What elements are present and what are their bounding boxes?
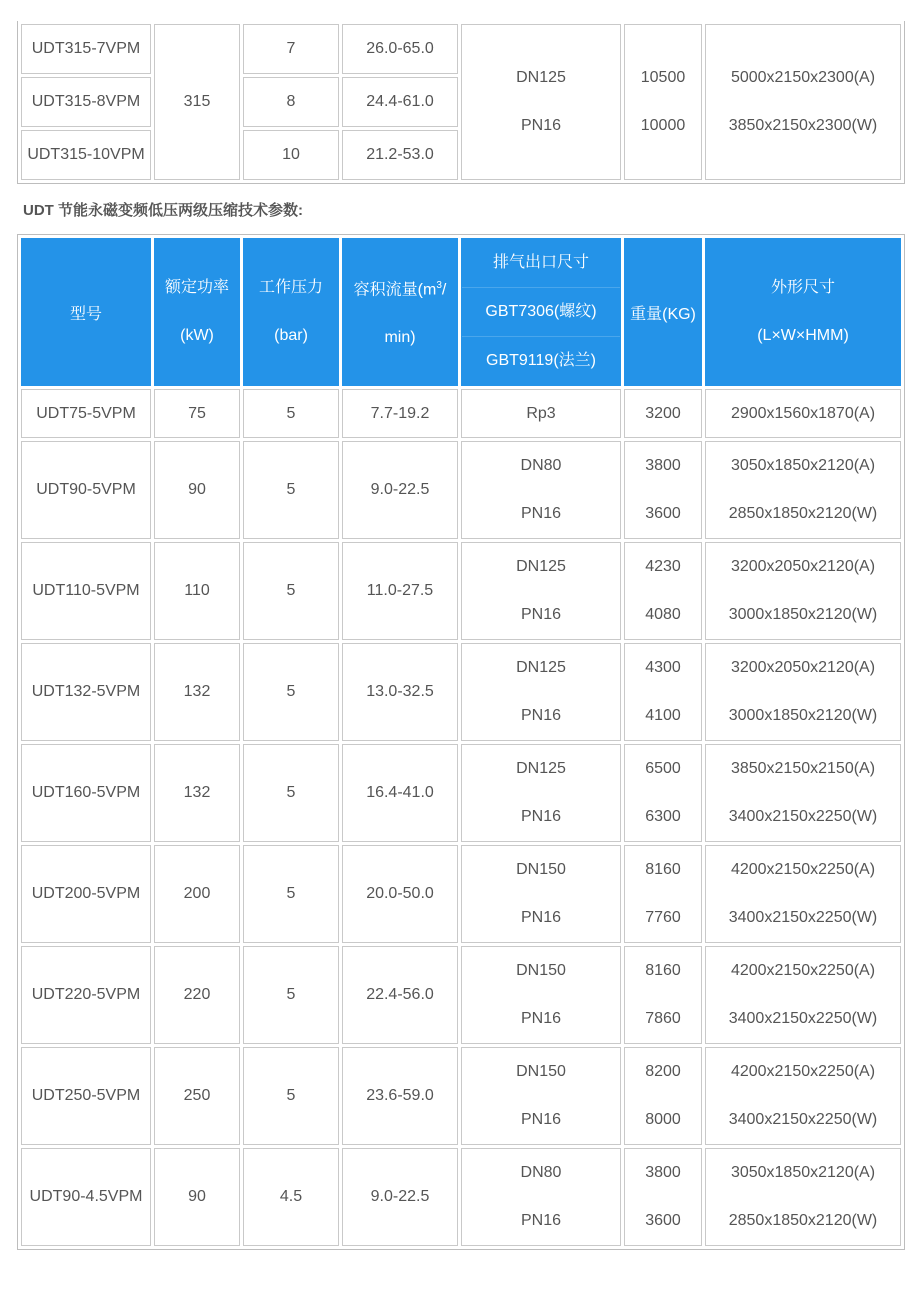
outlet-line: PN16 — [520, 808, 562, 825]
outlet-line: PN16 — [520, 1212, 562, 1229]
weight-line: 6500 — [645, 760, 681, 777]
table-row — [21, 24, 901, 74]
weight-line: 8000 — [645, 1111, 681, 1128]
header-outlet — [461, 238, 621, 386]
pressure-cell: 10 — [243, 130, 339, 180]
outlet-cell — [461, 643, 621, 741]
dimensions-cell — [705, 1047, 901, 1145]
flow-cell: 13.0-32.5 — [342, 643, 458, 741]
dimensions-line: 3400x2150x2250(W) — [728, 1111, 878, 1128]
weight-cell — [624, 946, 702, 1044]
table-row — [21, 441, 901, 539]
weight-line: 7760 — [645, 909, 681, 926]
header-row — [21, 238, 901, 386]
weight-line: 6300 — [645, 808, 681, 825]
power-cell: 220 — [154, 946, 240, 1044]
model-cell: UDT250-5VPM — [21, 1047, 151, 1145]
power-cell: 132 — [154, 744, 240, 842]
header-line: 工作压力 — [258, 279, 323, 296]
outlet-cell — [461, 1148, 621, 1246]
pressure-cell: 5 — [243, 542, 339, 640]
weight-line: 8160 — [645, 962, 681, 979]
outlet-cell — [461, 1047, 621, 1145]
flow-cell: 20.0-50.0 — [342, 845, 458, 943]
outlet-cell — [461, 946, 621, 1044]
model-cell: UDT75-5VPM — [21, 389, 151, 438]
dimensions-line: 4200x2150x2250(A) — [730, 962, 876, 979]
dimensions-line: 3200x2050x2120(A) — [730, 558, 876, 575]
header-line — [343, 262, 457, 314]
flow-cell: 26.0-65.0 — [342, 24, 458, 74]
weight-cell — [624, 643, 702, 741]
dimensions-line: 3200x2050x2120(A) — [730, 659, 876, 676]
weight-line: 3800 — [645, 1164, 681, 1181]
power-cell: 200 — [154, 845, 240, 943]
outlet-line: DN80 — [520, 457, 562, 474]
weight-cell — [624, 24, 702, 180]
weight-line: 3600 — [645, 1212, 681, 1229]
flow-cell: 9.0-22.5 — [342, 441, 458, 539]
dimensions-line: 3000x1850x2120(W) — [728, 707, 878, 724]
dimensions-line: 5000x2150x2300(A) — [730, 69, 876, 86]
weight-cell — [624, 542, 702, 640]
header-line: GBT9119(法兰) — [486, 352, 596, 369]
table-row — [21, 946, 901, 1044]
outlet-line: PN16 — [520, 909, 562, 926]
dimensions-cell — [705, 542, 901, 640]
header-model: 型号 — [21, 238, 151, 386]
header-line: 外形尺寸 — [770, 279, 835, 296]
header-line: GBT7306(螺纹) — [462, 288, 620, 337]
outlet-line: Rp3 — [526, 404, 556, 422]
power-cell: 250 — [154, 1047, 240, 1145]
weight-cell — [624, 744, 702, 842]
pressure-cell: 5 — [243, 643, 339, 741]
flow-cell: 11.0-27.5 — [342, 542, 458, 640]
header-flow-slash: / — [441, 281, 447, 299]
dimensions-line: 4200x2150x2250(A) — [730, 1063, 876, 1080]
flow-cell: 24.4-61.0 — [342, 77, 458, 127]
outlet-line: DN150 — [516, 1063, 566, 1080]
table-row — [21, 542, 901, 640]
weight-cell — [624, 1148, 702, 1246]
header-dimensions — [705, 238, 901, 386]
outlet-cell — [461, 441, 621, 539]
outlet-line: PN16 — [520, 505, 562, 522]
header-line: (bar) — [274, 327, 308, 344]
dimensions-cell — [705, 946, 901, 1044]
dimensions-cell — [705, 389, 901, 438]
pressure-cell: 4.5 — [243, 1148, 339, 1246]
weight-cell — [624, 845, 702, 943]
model-cell: UDT90-5VPM — [21, 441, 151, 539]
power-cell: 75 — [154, 389, 240, 438]
power-cell: 132 — [154, 643, 240, 741]
header-flow-text: 容积流量(m — [353, 281, 437, 299]
header-weight: 重量(KG) — [624, 238, 702, 386]
flow-cell: 9.0-22.5 — [342, 1148, 458, 1246]
outlet-cell — [461, 542, 621, 640]
dimensions-line: 4200x2150x2250(A) — [730, 861, 876, 878]
model-cell: UDT315-7VPM — [21, 24, 151, 74]
dimensions-cell — [705, 643, 901, 741]
section-title: UDT 节能永磁变频低压两级压缩技术参数: — [23, 202, 303, 219]
pressure-cell: 5 — [243, 441, 339, 539]
flow-cell: 16.4-41.0 — [342, 744, 458, 842]
header-line: 额定功率 — [164, 279, 229, 296]
dimensions-line: 3050x1850x2120(A) — [730, 1164, 876, 1181]
flow-cell: 7.7-19.2 — [342, 389, 458, 438]
dimensions-cell — [705, 24, 901, 180]
pressure-cell: 5 — [243, 389, 339, 438]
header-line: min) — [384, 329, 416, 347]
outlet-line: DN125 — [516, 558, 566, 575]
outlet-line: DN80 — [520, 1164, 562, 1181]
power-cell: 110 — [154, 542, 240, 640]
dimensions-line: 3400x2150x2250(W) — [728, 808, 878, 825]
outlet-line: PN16 — [520, 707, 562, 724]
top-spec-table — [17, 21, 905, 184]
table-row — [21, 1047, 901, 1145]
dimensions-cell — [705, 744, 901, 842]
outlet-cell — [461, 845, 621, 943]
header-power — [154, 238, 240, 386]
outlet-line: DN150 — [516, 962, 566, 979]
outlet-line: PN16 — [520, 606, 562, 623]
dimensions-line: 3050x1850x2120(A) — [730, 457, 876, 474]
dimensions-line: 2900x1560x1870(A) — [730, 404, 876, 422]
outlet-line: DN125 — [516, 760, 566, 777]
table-row — [21, 389, 901, 438]
pressure-cell: 8 — [243, 77, 339, 127]
header-line: (kW) — [180, 327, 214, 344]
weight-cell — [624, 441, 702, 539]
table-row — [21, 1148, 901, 1246]
weight-line: 4230 — [645, 558, 681, 575]
pressure-cell: 5 — [243, 744, 339, 842]
model-cell: UDT315-10VPM — [21, 130, 151, 180]
weight-line: 10500 — [640, 69, 686, 86]
pressure-cell: 5 — [243, 946, 339, 1044]
flow-cell: 21.2-53.0 — [342, 130, 458, 180]
power-cell: 90 — [154, 1148, 240, 1246]
weight-line: 10000 — [640, 117, 686, 134]
weight-line: 3600 — [645, 505, 681, 522]
dimensions-line: 3850x2150x2150(A) — [730, 760, 876, 777]
flow-cell: 23.6-59.0 — [342, 1047, 458, 1145]
weight-line: 4100 — [645, 707, 681, 724]
outlet-line: DN125 — [516, 69, 566, 86]
outlet-line: DN125 — [516, 659, 566, 676]
dimensions-line: 2850x1850x2120(W) — [728, 505, 878, 522]
weight-line: 3200 — [645, 404, 681, 422]
pressure-cell: 5 — [243, 1047, 339, 1145]
model-cell: UDT200-5VPM — [21, 845, 151, 943]
weight-cell — [624, 1047, 702, 1145]
table-row — [21, 845, 901, 943]
outlet-cell — [461, 24, 621, 180]
power-cell: 90 — [154, 441, 240, 539]
model-cell: UDT132-5VPM — [21, 643, 151, 741]
pressure-cell: 5 — [243, 845, 339, 943]
power-cell: 315 — [154, 24, 240, 180]
outlet-line: PN16 — [520, 1010, 562, 1027]
outlet-cell — [461, 744, 621, 842]
pressure-cell: 7 — [243, 24, 339, 74]
model-cell: UDT315-8VPM — [21, 77, 151, 127]
model-cell: UDT90-4.5VPM — [21, 1148, 151, 1246]
flow-cell: 22.4-56.0 — [342, 946, 458, 1044]
weight-line: 4300 — [645, 659, 681, 676]
weight-line: 3800 — [645, 457, 681, 474]
dimensions-cell — [705, 1148, 901, 1246]
model-cell: UDT220-5VPM — [21, 946, 151, 1044]
header-pressure — [243, 238, 339, 386]
weight-line: 7860 — [645, 1010, 681, 1027]
dimensions-line: 3400x2150x2250(W) — [728, 1010, 878, 1027]
dimensions-cell — [705, 845, 901, 943]
model-cell: UDT110-5VPM — [21, 542, 151, 640]
weight-line: 8200 — [645, 1063, 681, 1080]
header-flow — [342, 238, 458, 386]
outlet-line: DN150 — [516, 861, 566, 878]
weight-line: 8160 — [645, 861, 681, 878]
dimensions-line: 3850x2150x2300(W) — [728, 117, 878, 134]
dimensions-line: 3000x1850x2120(W) — [728, 606, 878, 623]
table-row — [21, 643, 901, 741]
outlet-cell — [461, 389, 621, 438]
outlet-line: PN16 — [520, 1111, 562, 1128]
header-line: (L×W×HMM) — [757, 327, 849, 344]
dimensions-line: 2850x1850x2120(W) — [728, 1212, 878, 1229]
header-line: 排气出口尺寸 — [462, 239, 620, 288]
main-spec-table — [17, 234, 905, 1250]
table-row — [21, 744, 901, 842]
superscript: 3 — [436, 279, 442, 291]
outlet-line: PN16 — [520, 117, 562, 134]
dimensions-cell — [705, 441, 901, 539]
weight-cell — [624, 389, 702, 438]
weight-line: 4080 — [645, 606, 681, 623]
model-cell: UDT160-5VPM — [21, 744, 151, 842]
dimensions-line: 3400x2150x2250(W) — [728, 909, 878, 926]
